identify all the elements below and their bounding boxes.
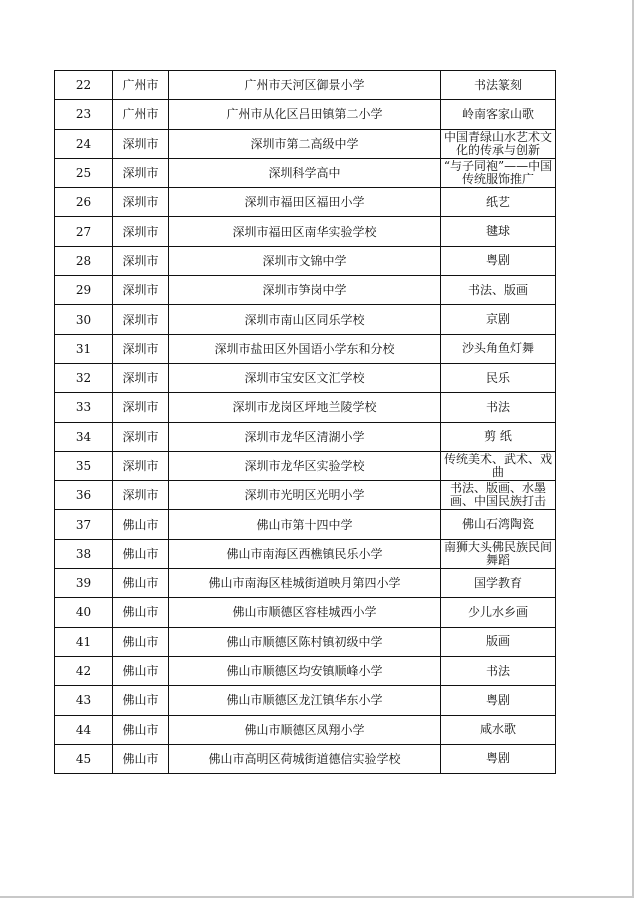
cell-school: 深圳市福田区福田小学 (169, 188, 441, 217)
cell-school: 深圳市第二高级中学 (169, 129, 441, 158)
cell-project-text: 南狮大头佛民族民间舞蹈 (443, 540, 552, 567)
cell-project (441, 71, 556, 100)
table-row (55, 422, 556, 451)
cell-number: 35 (55, 451, 113, 480)
cell-number: 32 (55, 363, 113, 392)
cell-school: 广州市天河区御景小学 (169, 71, 441, 100)
cell-number: 22 (55, 71, 113, 100)
table-row (55, 276, 556, 305)
table-row (55, 305, 556, 334)
cell-school: 深圳市宝安区文汇学校 (169, 363, 441, 392)
cell-school: 佛山市南海区西樵镇民乐小学 (169, 539, 441, 568)
cell-project (441, 422, 556, 451)
table-row (55, 598, 556, 627)
cell-school: 广州市从化区吕田镇第二小学 (169, 100, 441, 129)
cell-city: 深圳市 (113, 393, 169, 422)
cell-project-text: 剪 纸 (484, 430, 512, 444)
cell-school: 佛山市顺德区均安镇顺峰小学 (169, 656, 441, 685)
cell-school: 深圳科学高中 (169, 158, 441, 187)
cell-city: 广州市 (113, 71, 169, 100)
cell-number: 25 (55, 158, 113, 187)
table-row (55, 510, 556, 539)
cell-number: 37 (55, 510, 113, 539)
cell-school: 深圳市笋岗中学 (169, 276, 441, 305)
cell-project-text: 民乐 (485, 371, 510, 385)
cell-project-text: 沙头角鱼灯舞 (461, 342, 534, 356)
cell-city: 佛山市 (113, 656, 169, 685)
cell-city: 深圳市 (113, 276, 169, 305)
cell-number: 36 (55, 481, 113, 510)
table-row (55, 627, 556, 656)
table-row (55, 569, 556, 598)
cell-project-text: 岭南客家山歌 (461, 107, 534, 121)
cell-project-text: 京剧 (485, 313, 510, 327)
cell-city: 佛山市 (113, 598, 169, 627)
table-body (55, 71, 556, 774)
cell-project-text: 粤剧 (485, 254, 510, 268)
table-row (55, 539, 556, 568)
table-row (55, 71, 556, 100)
cell-project (441, 686, 556, 715)
cell-school: 深圳市光明区光明小学 (169, 481, 441, 510)
cell-number: 43 (55, 686, 113, 715)
cell-number: 28 (55, 246, 113, 275)
cell-school: 佛山市顺德区凤翔小学 (169, 715, 441, 744)
cell-number: 24 (55, 129, 113, 158)
table-row (55, 481, 556, 510)
cell-project-text: 佛山石湾陶瓷 (461, 518, 534, 532)
cell-project-text: 书法篆刻 (473, 78, 522, 92)
cell-number: 41 (55, 627, 113, 656)
cell-project-text: 咸水歌 (479, 723, 516, 737)
cell-city: 深圳市 (113, 305, 169, 334)
cell-project-text: 国学教育 (473, 576, 522, 590)
cell-school: 深圳市龙华区实验学校 (169, 451, 441, 480)
table-row (55, 188, 556, 217)
cell-school: 佛山市第十四中学 (169, 510, 441, 539)
cell-project (441, 393, 556, 422)
cell-project (441, 334, 556, 363)
table-row (55, 363, 556, 392)
cell-project (441, 627, 556, 656)
table-row (55, 100, 556, 129)
table-row (55, 686, 556, 715)
school-list-table (54, 70, 556, 774)
cell-school: 佛山市顺德区陈村镇初级中学 (169, 627, 441, 656)
cell-school: 佛山市顺德区容桂城西小学 (169, 598, 441, 627)
table-row (55, 715, 556, 744)
cell-number: 44 (55, 715, 113, 744)
cell-project (441, 100, 556, 129)
cell-number: 34 (55, 422, 113, 451)
table-row (55, 158, 556, 187)
cell-number: 42 (55, 656, 113, 685)
cell-project-text: 版画 (485, 635, 510, 649)
table-row (55, 656, 556, 685)
cell-project-text: 书法 (485, 400, 510, 414)
cell-number: 45 (55, 744, 113, 773)
cell-project-text: 书法 (485, 664, 510, 678)
table-row (55, 246, 556, 275)
cell-number: 40 (55, 598, 113, 627)
cell-number: 33 (55, 393, 113, 422)
cell-school: 深圳市盐田区外国语小学东和分校 (169, 334, 441, 363)
cell-city: 深圳市 (113, 334, 169, 363)
table-row (55, 744, 556, 773)
cell-project-text: 书法、版画、水墨画、中国民族打击 (449, 482, 546, 509)
cell-project (441, 188, 556, 217)
cell-project (441, 363, 556, 392)
table-row (55, 393, 556, 422)
cell-school: 深圳市文锦中学 (169, 246, 441, 275)
cell-project-text: 少儿水乡画 (467, 605, 528, 619)
cell-city: 深圳市 (113, 217, 169, 246)
cell-number: 23 (55, 100, 113, 129)
table-row (55, 129, 556, 158)
cell-project (441, 129, 556, 158)
cell-number: 26 (55, 188, 113, 217)
cell-project (441, 451, 556, 480)
cell-project-text: 纸艺 (485, 195, 510, 209)
cell-project (441, 744, 556, 773)
cell-project (441, 276, 556, 305)
table-row (55, 451, 556, 480)
cell-number: 38 (55, 539, 113, 568)
table-row (55, 217, 556, 246)
cell-school: 深圳市龙岗区坪地兰陵学校 (169, 393, 441, 422)
cell-city: 佛山市 (113, 510, 169, 539)
cell-number: 39 (55, 569, 113, 598)
cell-project (441, 305, 556, 334)
cell-city: 佛山市 (113, 569, 169, 598)
cell-city: 深圳市 (113, 129, 169, 158)
cell-project (441, 246, 556, 275)
cell-project (441, 598, 556, 627)
cell-project (441, 715, 556, 744)
cell-project (441, 539, 556, 568)
cell-city: 深圳市 (113, 481, 169, 510)
cell-project-text: 粤剧 (485, 752, 510, 766)
cell-city: 深圳市 (113, 422, 169, 451)
cell-project-text: 传统美术、武术、戏曲 (443, 453, 552, 479)
cell-city: 佛山市 (113, 715, 169, 744)
cell-number: 27 (55, 217, 113, 246)
cell-city: 深圳市 (113, 158, 169, 187)
cell-number: 31 (55, 334, 113, 363)
cell-school: 深圳市龙华区清湖小学 (169, 422, 441, 451)
cell-city: 佛山市 (113, 539, 169, 568)
cell-project-text: “与子同袍”——中国传统服饰推广 (443, 160, 553, 187)
cell-project (441, 217, 556, 246)
cell-school: 佛山市高明区荷城街道德信实验学校 (169, 744, 441, 773)
cell-school: 佛山市南海区桂城街道映月第四小学 (169, 569, 441, 598)
cell-project (441, 510, 556, 539)
cell-project (441, 158, 556, 187)
cell-city: 广州市 (113, 100, 169, 129)
cell-school: 深圳市福田区南华实验学校 (169, 217, 441, 246)
cell-number: 30 (55, 305, 113, 334)
cell-city: 深圳市 (113, 451, 169, 480)
cell-city: 深圳市 (113, 188, 169, 217)
cell-city: 深圳市 (113, 246, 169, 275)
cell-school: 深圳市南山区同乐学校 (169, 305, 441, 334)
cell-project (441, 481, 556, 510)
cell-project (441, 569, 556, 598)
cell-city: 深圳市 (113, 363, 169, 392)
cell-project-text: 中国青绿山水艺术文化的传承与创新 (443, 130, 552, 157)
cell-project-text: 书法、版画 (467, 283, 528, 297)
cell-project (441, 656, 556, 685)
cell-project-text: 粤剧 (485, 693, 510, 707)
table-row (55, 334, 556, 363)
cell-project-text: 毽球 (485, 225, 510, 239)
cell-city: 佛山市 (113, 744, 169, 773)
cell-school: 佛山市顺德区龙江镇华东小学 (169, 686, 441, 715)
cell-number: 29 (55, 276, 113, 305)
cell-city: 佛山市 (113, 627, 169, 656)
cell-city: 佛山市 (113, 686, 169, 715)
